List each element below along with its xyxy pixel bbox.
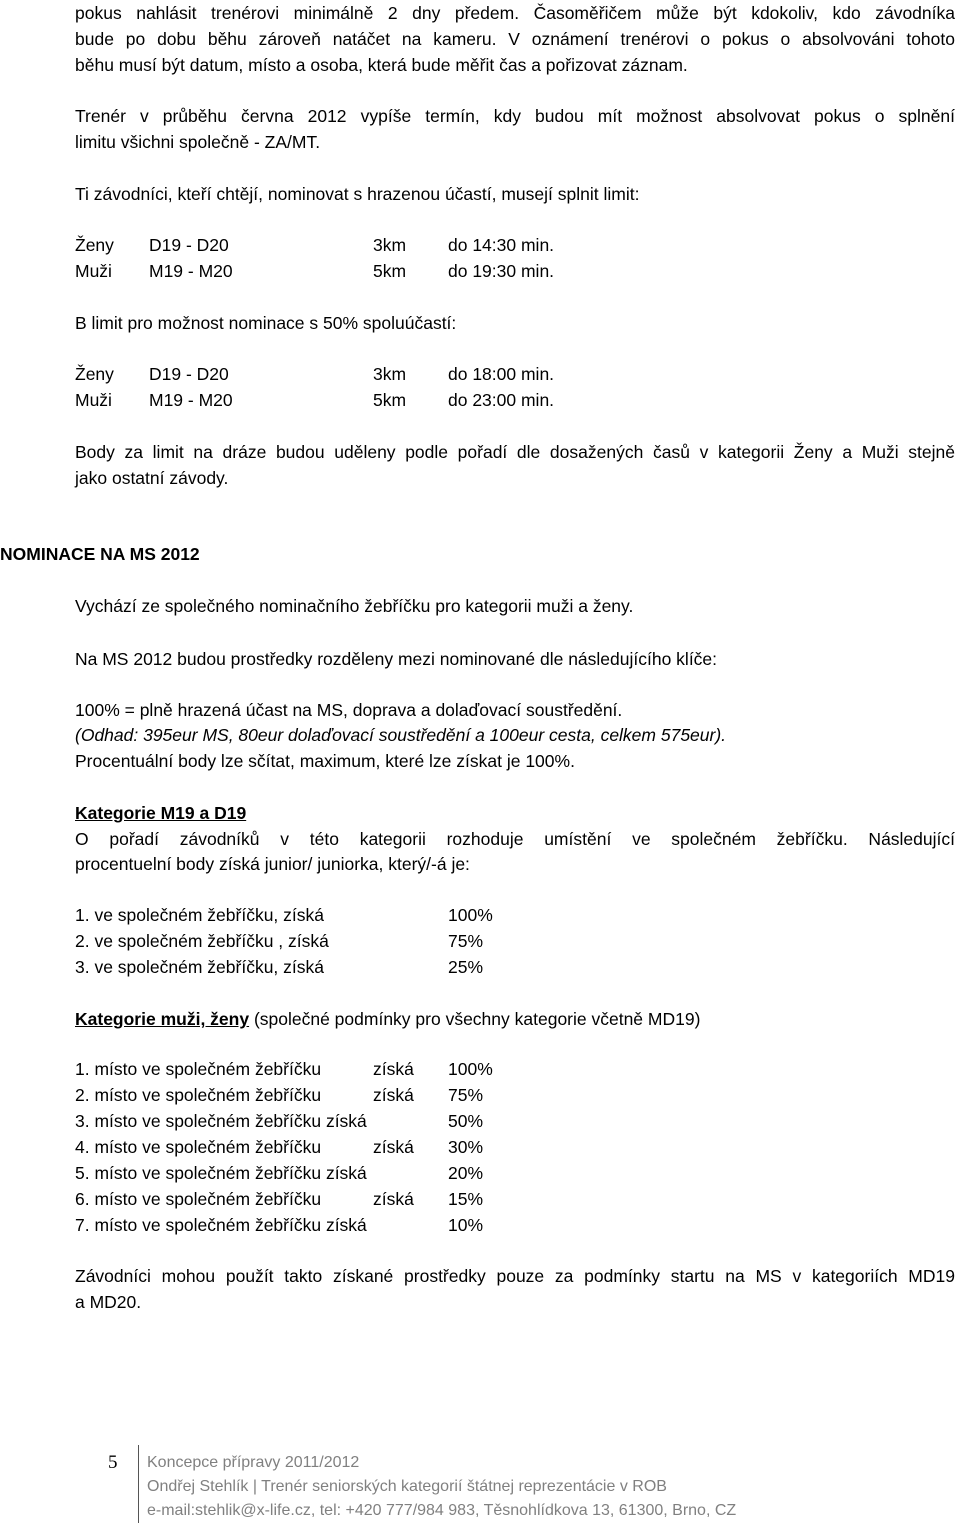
rank-percent: 10%: [448, 1215, 484, 1235]
footer-author: Ondřej Stehlík | Trenér seniorských kategorií štátnej reprezentácie v ROB: [147, 1478, 667, 1495]
rank-label: 1. místo ve společném žebříčku: [75, 1059, 322, 1079]
rank-verb: získá: [373, 1059, 414, 1079]
limit-distance: 5km: [373, 390, 407, 410]
rank-percent: 75%: [448, 1085, 484, 1105]
limit-category: M19 - M20: [149, 261, 233, 281]
closing-line-1: Závodníci mohou použít takto získané prostředky pouze za podmínky startu na MS v kategoriích MD19: [75, 1266, 955, 1286]
senior-rank-row: [75, 1082, 955, 1108]
intro-line-2: bude po dobu běhu zároveň natáčet na kameru. V oznámení trenérovi o pokus o absolvováni tohoto: [75, 29, 955, 49]
rank-label: 6. místo ve společném žebříčku: [75, 1189, 322, 1209]
rank-verb: získá: [373, 1137, 414, 1157]
senior-rank-row: [75, 1160, 955, 1186]
rank-percent: 50%: [448, 1111, 484, 1131]
limit-time: do 23:00 min.: [448, 390, 555, 410]
nomination-p2: Na MS 2012 budou prostředky rozděleny mezi nominované dle následujícího klíče:: [75, 649, 718, 669]
rank-percent: 75%: [448, 931, 484, 951]
rank-label: 2. ve společném žebříčku , získá: [75, 931, 329, 951]
rank-label: 1. ve společném žebříčku, získá: [75, 905, 324, 925]
rank-label: 3. místo ve společném žebříčku získá: [75, 1111, 367, 1131]
footer-title: Koncepce přípravy 2011/2012: [147, 1454, 360, 1471]
rank-percent: 100%: [448, 905, 493, 925]
coach-line-2: limitu všichni společně - ZA/MT.: [75, 132, 321, 152]
limit-b-intro: B limit pro možnost nominace s 50% spoluúčastí:: [75, 313, 457, 333]
coach-line-1: Trenér v průběhu června 2012 vypíše termín, kdy budou mít možnost absolvovat pokus o splnění: [75, 106, 955, 126]
rank-verb: získá: [373, 1085, 414, 1105]
rank-label: 3. ve společném žebříčku, získá: [75, 957, 324, 977]
junior-rank-row: [75, 954, 955, 980]
nomination-p1: Vychází ze společného nominačního žebříčku pro kategorii muži a ženy.: [75, 596, 634, 616]
limit-time: do 19:30 min.: [448, 261, 555, 281]
junior-line-1: O pořadí závodníků v této kategorii rozhoduje umístění ve společném žebříčku. Následující: [75, 829, 955, 849]
rank-percent: 15%: [448, 1189, 484, 1209]
limit-time: do 14:30 min.: [448, 235, 555, 255]
senior-heading: Kategorie muži, ženy: [75, 1009, 250, 1029]
nomination-p3-line-1: 100% = plně hrazená účast na MS, doprava a dolaďovací soustředění.: [75, 700, 623, 720]
senior-rank-row: [75, 1212, 955, 1238]
senior-rank-row: [75, 1056, 955, 1082]
junior-line-2: procentuelní body získá junior/ juniorka, který/-á je:: [75, 854, 470, 874]
limit-time: do 18:00 min.: [448, 364, 555, 384]
intro-line-1: pokus nahlásit trenérovi minimálně 2 dny předem. Časoměřičem může být kdokoliv, kdo závodníka: [75, 3, 955, 23]
senior-rank-row: [75, 1134, 955, 1160]
limit-group: Ženy: [75, 235, 114, 255]
rank-percent: 25%: [448, 957, 484, 977]
junior-rank-row: [75, 902, 955, 928]
nomination-heading: NOMINACE NA MS 2012: [0, 544, 200, 564]
closing-line-2: a MD20.: [75, 1292, 142, 1312]
rank-label: 7. místo ve společném žebříčku získá: [75, 1215, 367, 1235]
limit-distance: 3km: [373, 364, 407, 384]
limit-category: D19 - D20: [149, 235, 229, 255]
limit-group: Muži: [75, 390, 112, 410]
limit-b-row: [75, 361, 955, 387]
rank-label: 2. místo ve společném žebříčku: [75, 1085, 322, 1105]
limit-a-row: [75, 258, 955, 284]
page-number: 5: [108, 1452, 118, 1473]
nomination-estimate: (Odhad: 395eur MS, 80eur dolaďovací soustředění a 100eur cesta, celkem 575eur).: [75, 725, 727, 745]
footer-contact: e-mail:stehlik@x-life.cz, tel: +420 777/984 983, Těsnohlídkova 13, 61300, Brno, CZ: [147, 1502, 737, 1519]
limit-a-intro: Ti závodníci, kteří chtějí, nominovat s hrazenou účastí, musejí splnit limit:: [75, 184, 640, 204]
rank-percent: 20%: [448, 1163, 484, 1183]
rank-label: 4. místo ve společném žebříčku: [75, 1137, 322, 1157]
limit-category: M19 - M20: [149, 390, 233, 410]
junior-rank-row: [75, 928, 955, 954]
footer-divider: [138, 1445, 139, 1523]
limit-group: Muži: [75, 261, 112, 281]
limit-a-row: [75, 232, 955, 258]
points-line-1: Body za limit na dráze budou uděleny podle pořadí dle dosažených časů v kategorii Ženy a Muži stejně: [75, 442, 955, 462]
rank-verb: získá: [373, 1189, 414, 1209]
limit-category: D19 - D20: [149, 364, 229, 384]
rank-label: 5. místo ve společném žebříčku získá: [75, 1163, 367, 1183]
limit-b-row: [75, 387, 955, 413]
senior-heading-line: [75, 1006, 955, 1032]
junior-heading: Kategorie M19 a D19: [75, 803, 247, 823]
intro-line-3: běhu musí být datum, místo a osoba, která bude měřit čas a pořizovat záznam.: [75, 55, 688, 75]
nomination-p3-line-3: Procentuální body lze sčítat, maximum, které lze získat je 100%.: [75, 751, 575, 771]
rank-percent: 30%: [448, 1137, 484, 1157]
senior-rank-row: [75, 1108, 955, 1134]
points-line-2: jako ostatní závody.: [75, 468, 229, 488]
limit-distance: 3km: [373, 235, 407, 255]
rank-percent: 100%: [448, 1059, 493, 1079]
senior-rank-row: [75, 1186, 955, 1212]
senior-heading-note: (společné podmínky pro všechny kategorie včetně MD19): [249, 1009, 701, 1029]
limit-group: Ženy: [75, 364, 114, 384]
limit-distance: 5km: [373, 261, 407, 281]
